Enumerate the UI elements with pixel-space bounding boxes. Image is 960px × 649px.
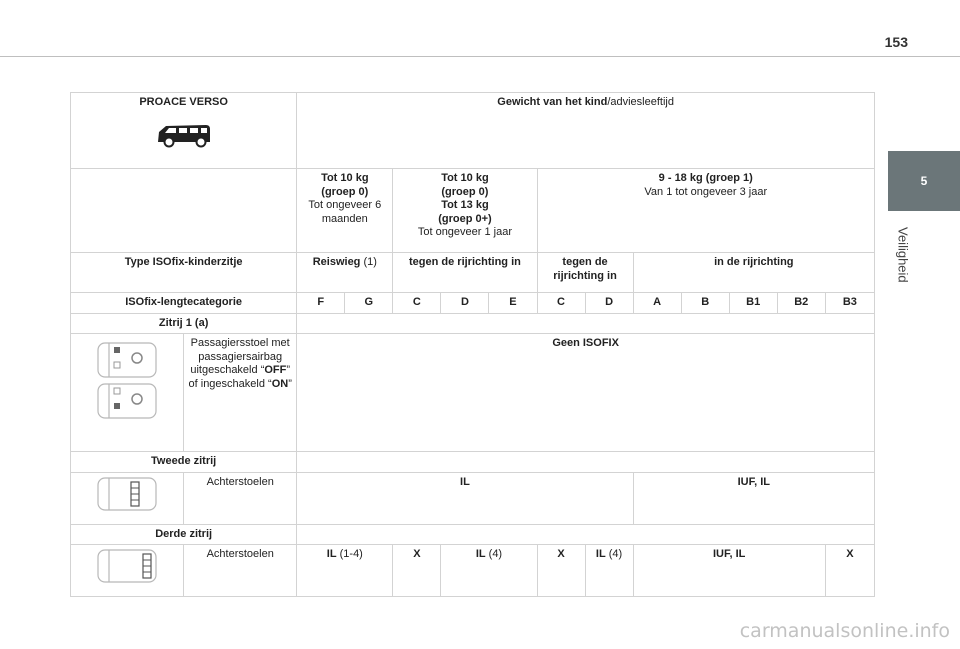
chapter-label: Veiligheid: [895, 227, 911, 283]
page-number: 153: [884, 34, 908, 50]
row2-seat: [71, 472, 875, 524]
group-0-cell: Tot 10 kg (groep 0) Tot ongeveer 6 maanden: [297, 169, 393, 253]
size-class-row: [71, 293, 875, 314]
row3-label: Derde zitrij: [71, 524, 297, 545]
size-class-cell: B1: [729, 293, 777, 314]
isofix-table: [70, 92, 875, 597]
vehicle-model: PROACE VERSO: [139, 96, 228, 108]
seat-type-forward-facing: in de rijrichting: [633, 253, 874, 293]
seat-type-label: Type ISOfix-kinderzitje: [71, 253, 297, 293]
row2-value-2: IUF, IL: [633, 472, 874, 524]
group-0plus-cell: Tot 10 kg (groep 0) Tot 13 kg (groep 0+) Tot ongeveer 1 jaar: [393, 169, 537, 253]
size-class-cell: C: [537, 293, 585, 314]
row1-label: Zitrij 1 (a): [71, 313, 297, 334]
empty-cell: [297, 313, 875, 334]
header-row: [71, 93, 875, 169]
empty-cell: [297, 524, 875, 545]
size-class-cell: D: [585, 293, 633, 314]
row2-seat-description: Achterstoelen: [184, 472, 297, 524]
rear-seats-plan-icon: [71, 472, 184, 524]
row3-value-5: IL (4): [585, 545, 633, 597]
empty-cell: [297, 452, 875, 473]
size-class-label: ISOfix-lengtecategorie: [71, 293, 297, 314]
seat-type-rear-facing-2: tegen de rijrichting in: [537, 253, 633, 293]
size-class-cell: G: [345, 293, 393, 314]
row2-value-1: IL: [297, 472, 633, 524]
size-class-cell: B3: [825, 293, 874, 314]
row3-value-7: X: [825, 545, 874, 597]
seat-type-carrycot: Reiswieg (1): [297, 253, 393, 293]
size-class-cell: C: [393, 293, 441, 314]
size-class-cell: F: [297, 293, 345, 314]
row3-seat: [71, 545, 875, 597]
seat-type-rear-facing-1: tegen de rijrichting in: [393, 253, 537, 293]
row1-seat-description: Passagiersstoel met passagiersairbag uitgeschakeld “OFF” of ingeschakeld “ON”: [184, 334, 297, 452]
row3-value-1: IL (1-4): [297, 545, 393, 597]
chapter-tab[interactable]: 5: [888, 151, 960, 211]
rear-seats-plan-icon: [71, 545, 184, 597]
group-1-cell: 9 - 18 kg (groep 1) Van 1 tot ongeveer 3 jaar: [537, 169, 875, 253]
row2-label: Tweede zitrij: [71, 452, 297, 473]
size-class-cell: D: [441, 293, 489, 314]
size-class-cell: B2: [777, 293, 825, 314]
front-seat-plan-icon: [71, 334, 184, 452]
row3-value-3: IL (4): [441, 545, 537, 597]
size-class-cell: E: [489, 293, 537, 314]
row3-heading: [71, 524, 875, 545]
row3-value-2: X: [393, 545, 441, 597]
size-class-cell: A: [633, 293, 681, 314]
row1-value: Geen ISOFIX: [297, 334, 875, 452]
seat-type-row: [71, 253, 875, 293]
vehicle-cell: [71, 93, 297, 169]
row3-value-6: IUF, IL: [633, 545, 825, 597]
row3-value-4: X: [537, 545, 585, 597]
van-icon: [75, 122, 292, 153]
empty-cell: [71, 169, 297, 253]
row3-seat-description: Achterstoelen: [184, 545, 297, 597]
weight-groups-row: [71, 169, 875, 253]
row1-seat: [71, 334, 875, 452]
header-rule: [0, 56, 960, 57]
row1-heading: [71, 313, 875, 334]
footer-watermark[interactable]: carmanualsonline.info: [739, 620, 950, 642]
size-class-cell: B: [681, 293, 729, 314]
row2-heading: [71, 452, 875, 473]
weight-header: Gewicht van het kind/adviesleeftijd: [297, 93, 875, 169]
